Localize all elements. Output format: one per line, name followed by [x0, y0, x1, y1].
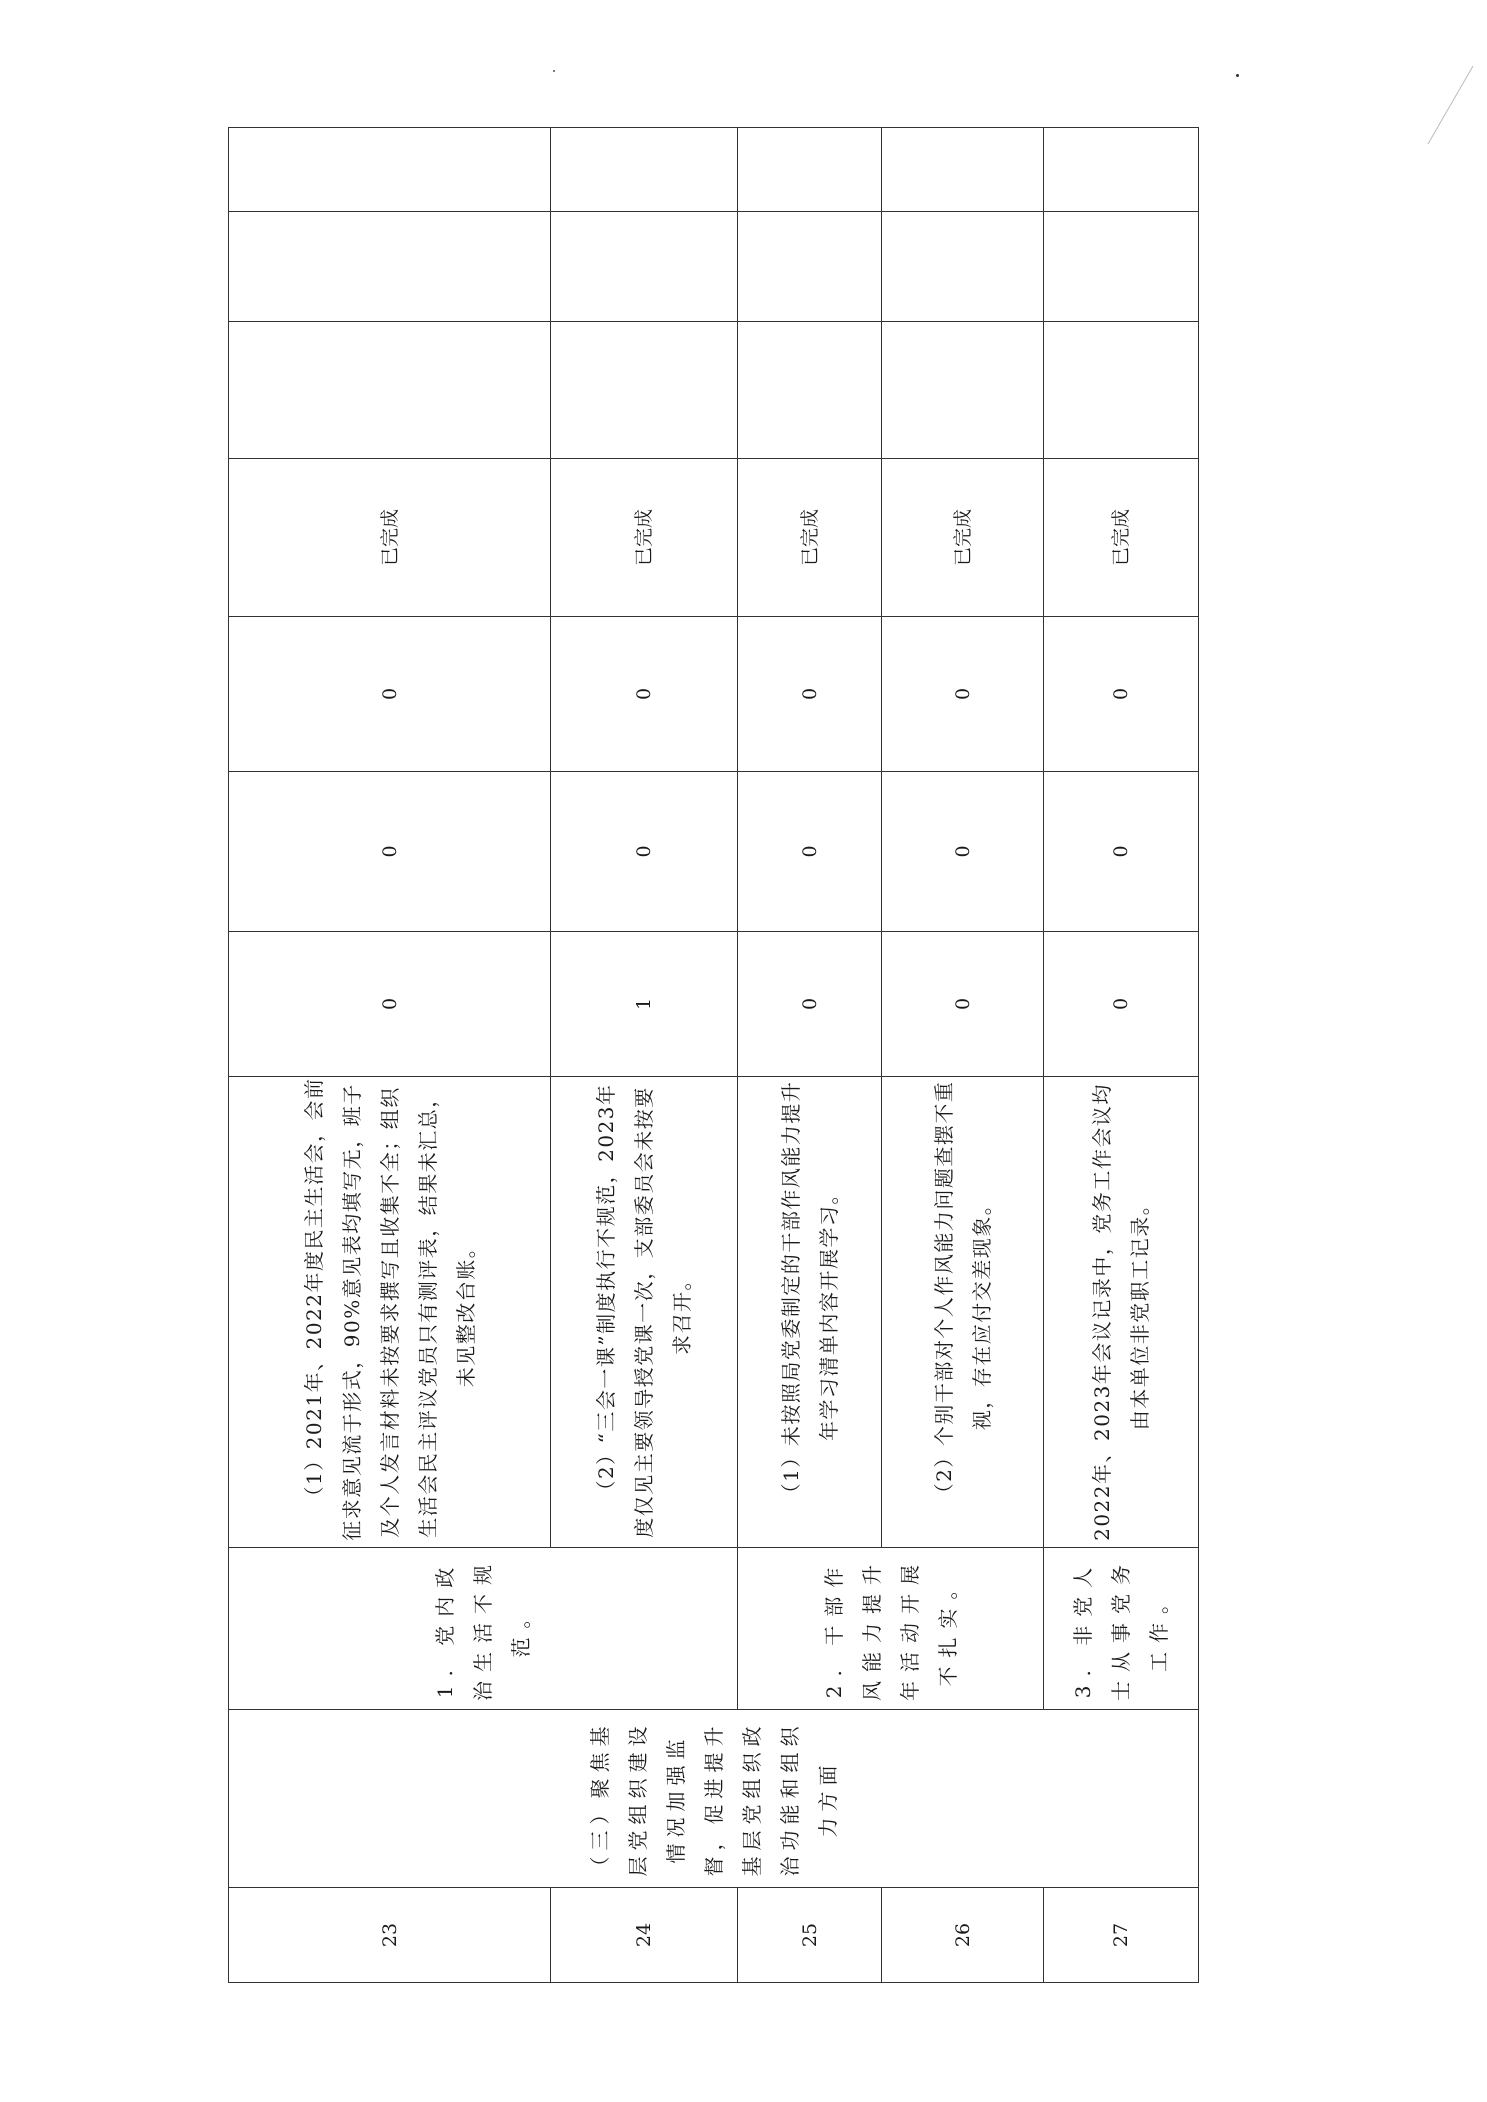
row-number: 25: [738, 1888, 882, 1983]
rotated-table-wrapper: [228, 198, 1198, 1983]
detail-cell: [1044, 1077, 1199, 1548]
empty-cell: [882, 322, 1044, 459]
table-row: [738, 128, 882, 1983]
detail-text: 2022年、2023年会议记录中，党务工作会议均由本单位非党职工记录。: [1090, 1083, 1152, 1541]
scan-speck: [1236, 74, 1239, 77]
empty-cell: [551, 212, 738, 322]
count-cell-1: 0: [1044, 932, 1199, 1077]
detail-text: （1）2021年、2022年度民主生活会，会前征求意见流于形式，90%意见表均填写无，班子及个人发言材料未按要求撰写且收集不全；组织生活会民主评议党员只有测评表，结果未汇总，未见整改台账。: [301, 1077, 478, 1541]
count-cell-3: 0: [1044, 617, 1199, 772]
empty-cell: [1044, 212, 1199, 322]
issue-text: 1. 党内政治生活不规范。: [433, 1556, 533, 1701]
row-number: 26: [882, 1888, 1044, 1983]
count-cell-2: 0: [229, 772, 551, 932]
count-cell-3: 0: [229, 617, 551, 772]
empty-cell: [1044, 128, 1199, 212]
empty-cell: [738, 128, 882, 212]
count-cell-2: 0: [738, 772, 882, 932]
count-cell-2: 0: [551, 772, 738, 932]
row-number: 23: [229, 1888, 551, 1983]
rectification-table: [228, 127, 1199, 1983]
count-cell-2: 0: [882, 772, 1044, 932]
table-row: [1044, 128, 1199, 1983]
empty-cell: [229, 322, 551, 459]
empty-cell: [738, 212, 882, 322]
detail-text: （2）个别干部对个人作风能力问题查摆不重视，存在应付交差现象。: [931, 1080, 994, 1504]
count-cell-2: 0: [1044, 772, 1199, 932]
row-number: 27: [1044, 1888, 1199, 1983]
empty-cell: [551, 128, 738, 212]
count-cell-3: 0: [738, 617, 882, 772]
detail-cell: [882, 1077, 1044, 1548]
empty-cell: [551, 322, 738, 459]
status-cell: 已完成: [1044, 459, 1199, 617]
aspect-cell: [229, 1710, 1199, 1888]
count-cell-1: 1: [551, 932, 738, 1077]
detail-text: （1）未按照局党委制定的干部作风能力提升年学习清单内容开展学习。: [778, 1080, 841, 1504]
issue-text: 2. 干部作风能力提升年活动开展不扎实。: [821, 1556, 960, 1701]
issue-cell: [1044, 1548, 1199, 1710]
status-cell: 已完成: [229, 459, 551, 617]
issue-cell: [229, 1548, 738, 1710]
count-cell-1: 0: [882, 932, 1044, 1077]
empty-cell: [1044, 322, 1199, 459]
empty-cell: [882, 128, 1044, 212]
status-cell: 已完成: [882, 459, 1044, 617]
count-cell-3: 0: [551, 617, 738, 772]
status-cell: 已完成: [551, 459, 738, 617]
issue-cell: [738, 1548, 1044, 1710]
empty-cell: [229, 212, 551, 322]
row-number: 24: [551, 1888, 738, 1983]
count-cell-3: 0: [882, 617, 1044, 772]
detail-text: （2）“三会一课”制度执行不规范，2023年度仅见主要领导授党课一次，支部委员会未按要求召开。: [594, 1083, 694, 1538]
detail-cell: [738, 1077, 882, 1548]
scan-mark: [1428, 66, 1474, 144]
empty-cell: [738, 322, 882, 459]
detail-cell: [551, 1077, 738, 1548]
scan-speck: [553, 70, 555, 72]
status-cell: 已完成: [738, 459, 882, 617]
table-row: [229, 128, 551, 1983]
issue-text: 3. 非党人士从事党务工作。: [1071, 1556, 1171, 1701]
detail-cell: [229, 1077, 551, 1548]
empty-cell: [229, 128, 551, 212]
empty-cell: [882, 212, 1044, 322]
count-cell-1: 0: [738, 932, 882, 1077]
count-cell-1: 0: [229, 932, 551, 1077]
aspect-text: （三）聚焦基层党组织建设情况加强监督，促进提升基层党组织政治功能和组织力方面: [587, 1720, 840, 1877]
